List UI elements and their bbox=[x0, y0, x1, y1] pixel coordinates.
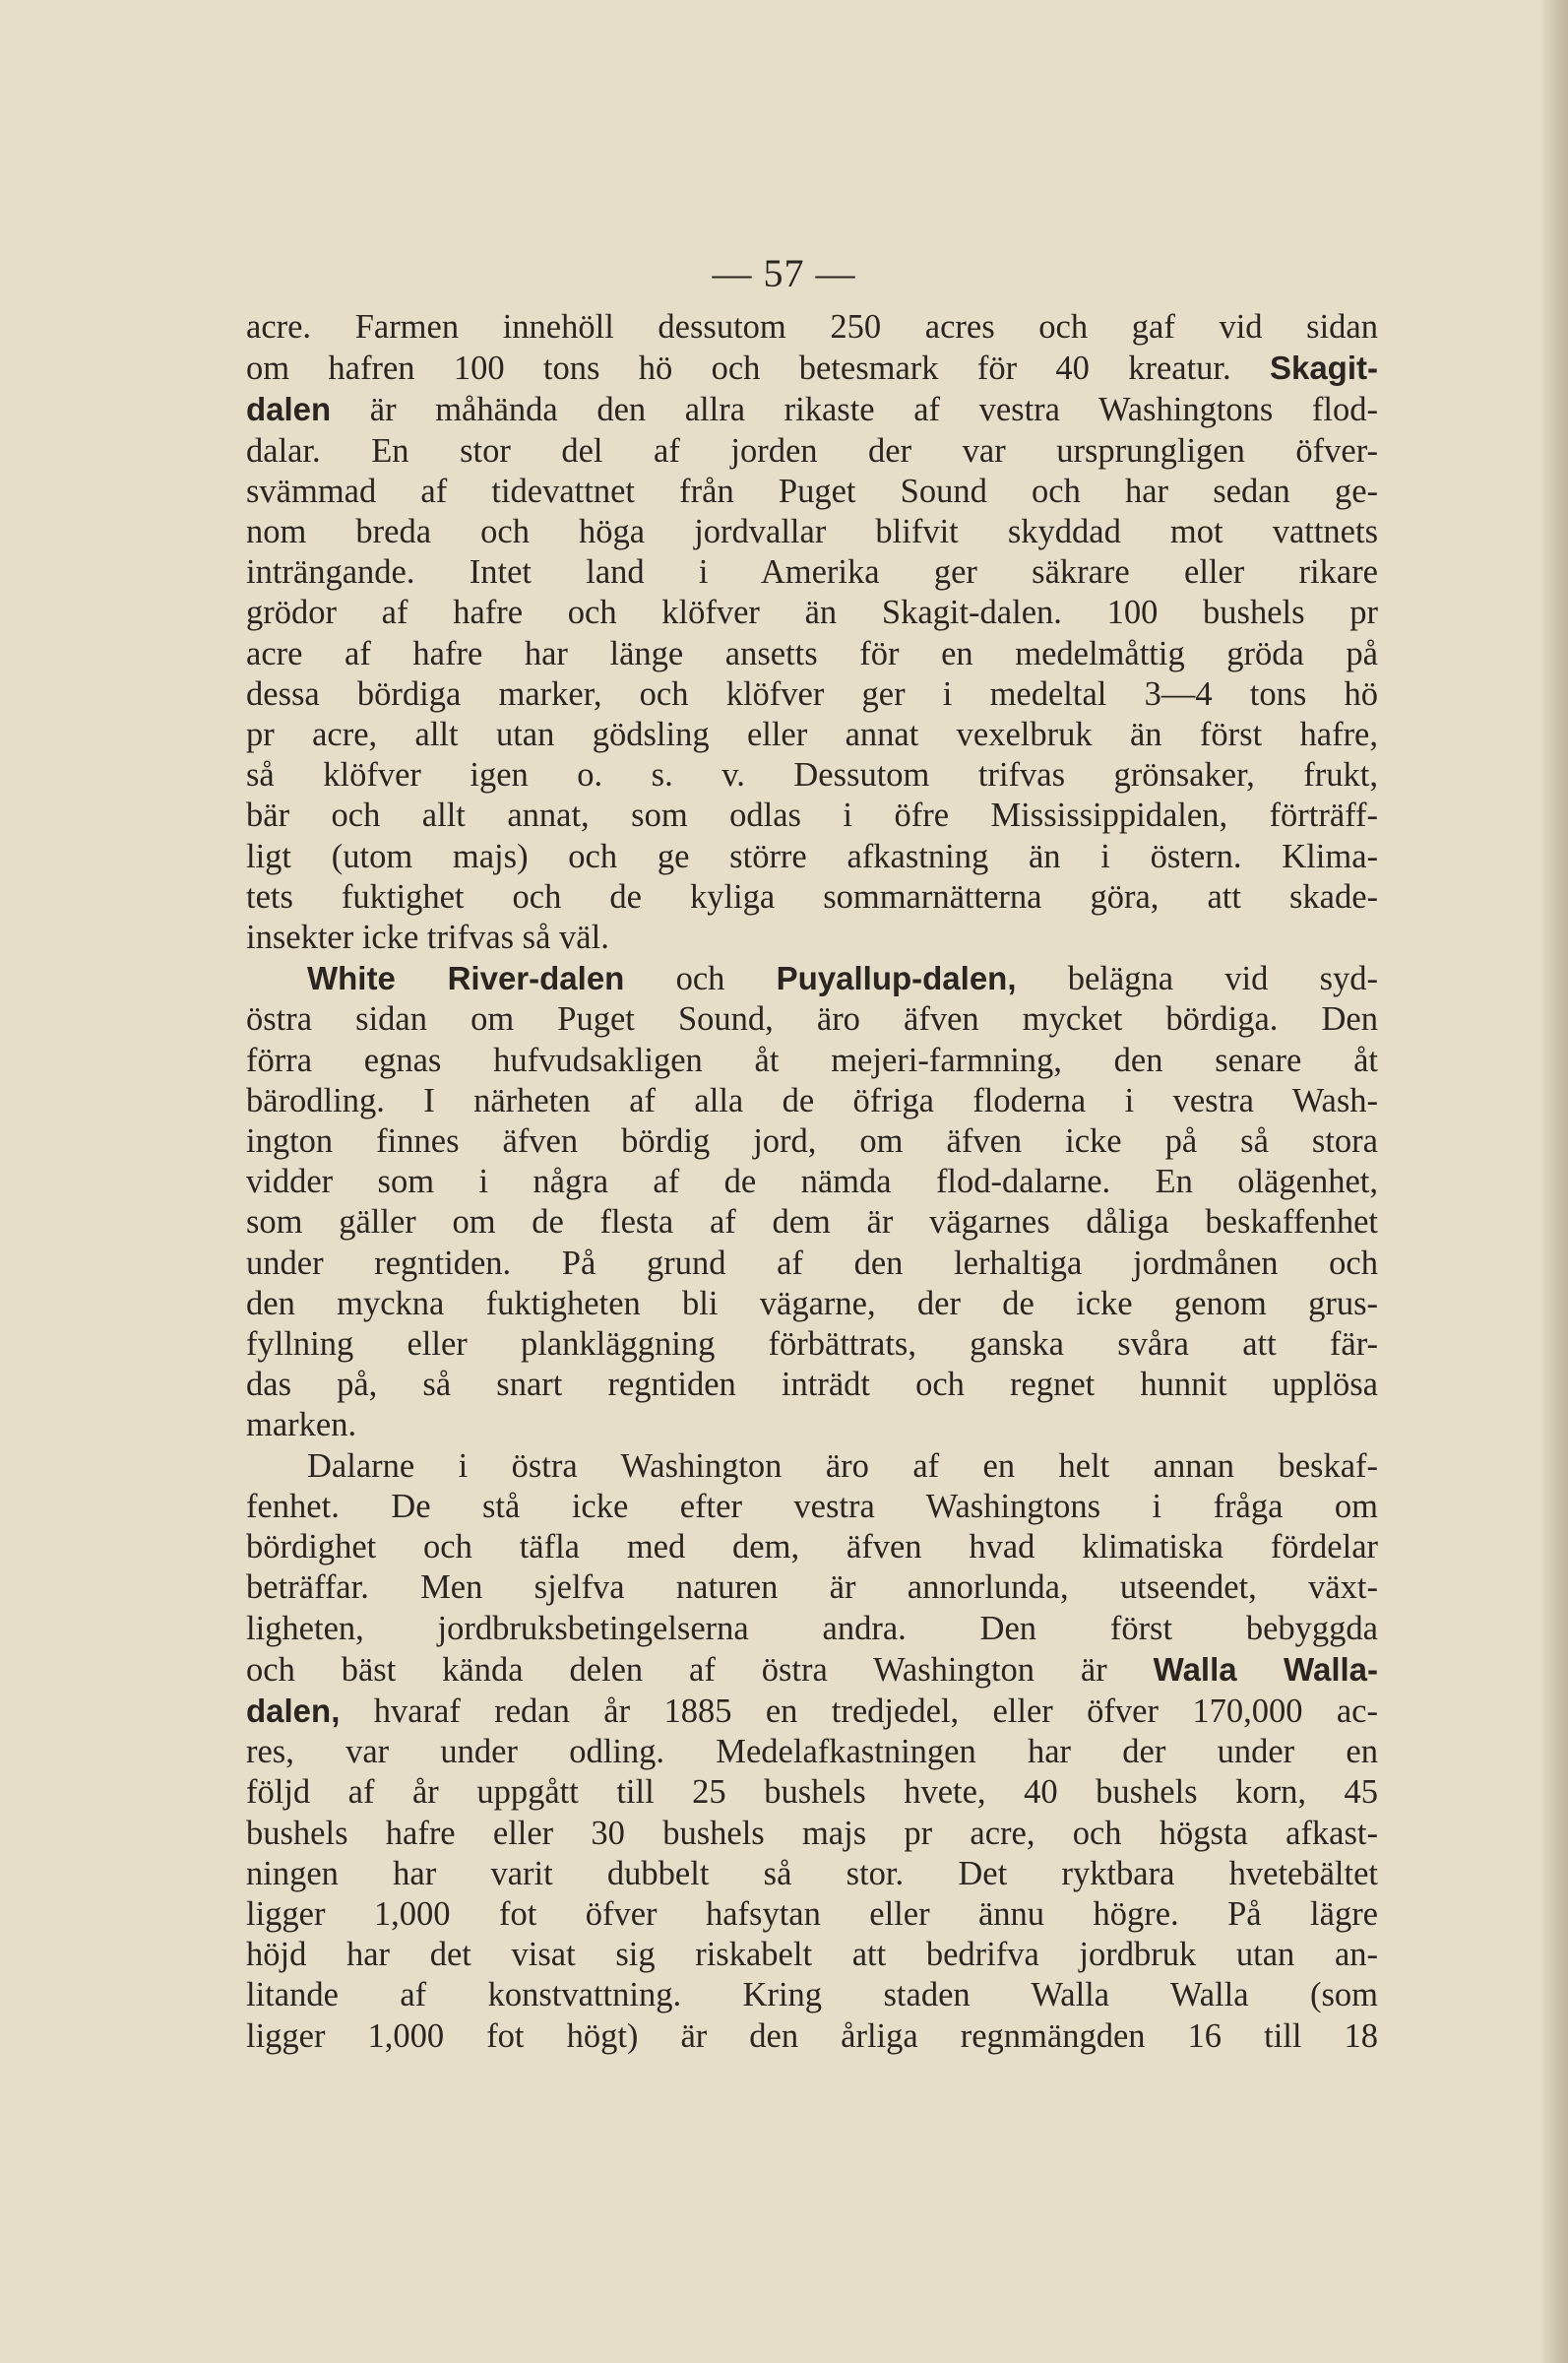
text-line: ligheten, jordbruksbetingelserna andra. Den först bebyggda bbox=[246, 1609, 1378, 1647]
text-line: fenhet. De stå icke efter vestra Washingtons i fråga om bbox=[246, 1487, 1378, 1525]
text-line: ligt (utom majs) och ge större afkastning än i östern. Klima- bbox=[246, 837, 1378, 875]
text-line: under regntiden. På grund af den lerhaltiga jordmånen och bbox=[246, 1244, 1378, 1282]
text-line: vidder som i några af de nämda flod-dalarne. En olägenhet, bbox=[246, 1163, 1378, 1201]
text-line: dalar. En stor del af jorden der var ursprungligen öfver- bbox=[246, 431, 1378, 470]
text-line: bördighet och täfla med dem, äfven hvad klimatiska fördelar bbox=[246, 1528, 1378, 1566]
text-line: höjd har det visat sig riskabelt att bedrifva jordbruk utan an- bbox=[246, 1936, 1378, 1974]
text-line: insekter icke trifvas så väl. bbox=[246, 919, 609, 957]
page-number: — 57 — bbox=[712, 251, 856, 295]
text-line: ligger 1,000 fot högt) är den årliga regnmängden 16 till 18 bbox=[246, 2016, 1378, 2055]
text-line: White River-dalen och Puyallup-dalen, belägna vid syd- bbox=[307, 960, 1378, 998]
text-line: tets fuktighet och de kyliga sommarnätterna göra, att skade- bbox=[246, 877, 1378, 916]
page-edge-shadow bbox=[1538, 0, 1568, 2363]
text-line: dessa bördiga marker, och klöfver ger i medeltal 3—4 tons hö bbox=[246, 674, 1378, 713]
text-line: östra sidan om Puget Sound, äro äfven mycket bördiga. Den bbox=[246, 1000, 1378, 1039]
text-line: bushels hafre eller 30 bushels majs pr acre, och högsta afkast- bbox=[246, 1814, 1378, 1852]
text-line: ligger 1,000 fot öfver hafsytan eller ännu högre. På lägre bbox=[246, 1894, 1378, 1933]
text-line: dalen, hvaraf redan år 1885 en tredjedel, eller öfver 170,000 ac- bbox=[246, 1692, 1378, 1730]
text-line: bär och allt annat, som odlas i öfre Mississippidalen, förträff- bbox=[246, 797, 1378, 835]
bold-term: White River-dalen bbox=[307, 960, 625, 997]
text-line: litande af konstvattning. Kring staden Walla Walla (som bbox=[246, 1976, 1378, 2014]
bold-term: Skagit- bbox=[1269, 350, 1378, 387]
text-line: fyllning eller plankläggning förbättrats, ganska svåra att fär- bbox=[246, 1325, 1378, 1364]
text-line: svämmad af tidevattnet från Puget Sound och har sedan ge- bbox=[246, 472, 1378, 510]
text-line: pr acre, allt utan gödsling eller annat vexelbruk än först hafre, bbox=[246, 716, 1378, 754]
bold-term: dalen, bbox=[246, 1692, 341, 1729]
text-line: acre. Farmen innehöll dessutom 250 acres och gaf vid sidan bbox=[246, 308, 1378, 346]
text-line: marken. bbox=[246, 1406, 357, 1444]
text-line: acre af hafre har länge ansetts för en medelmåttig gröda på bbox=[246, 634, 1378, 672]
text-line: så klöfver igen o. s. v. Dessutom trifvas grönsaker, frukt, bbox=[246, 756, 1378, 795]
text-line: dalen är måhända den allra rikaste af vestra Washingtons flod- bbox=[246, 391, 1378, 429]
body-text bbox=[246, 307, 1378, 2057]
bold-term: Walla Walla- bbox=[1153, 1650, 1378, 1688]
text-line: den myckna fuktigheten bli vägarne, der de icke genom grus- bbox=[246, 1284, 1378, 1322]
text-line: beträffar. Men sjelfva naturen är annorlunda, utseendet, växt- bbox=[246, 1568, 1378, 1607]
text-line: inträngande. Intet land i Amerika ger säkrare eller rikare bbox=[246, 553, 1378, 592]
text-line: som gäller om de flesta af dem är vägarnes dåliga beskaffenhet bbox=[246, 1203, 1378, 1242]
text-line: följd af år uppgått till 25 bushels hvete, 40 bushels korn, 45 bbox=[246, 1773, 1378, 1812]
text-line: förra egnas hufvudsakligen åt mejeri-farmning, den senare åt bbox=[246, 1041, 1378, 1079]
text-line: Dalarne i östra Washington äro af en helt annan beskaf- bbox=[307, 1446, 1378, 1485]
bold-term: Puyallup-dalen, bbox=[776, 960, 1017, 997]
text-line: grödor af hafre och klöfver än Skagit-dalen. 100 bushels pr bbox=[246, 594, 1378, 632]
text-line: res, var under odling. Medelafkastningen har der under en bbox=[246, 1733, 1378, 1771]
text-line: bärodling. I närheten af alla de öfriga floderna i vestra Wash- bbox=[246, 1081, 1378, 1119]
text-line: och bäst kända delen af östra Washington är Walla Walla- bbox=[246, 1650, 1378, 1689]
bold-term: dalen bbox=[246, 391, 332, 428]
text-line: nom breda och höga jordvallar blifvit skyddad mot vattnets bbox=[246, 513, 1378, 551]
text-line: ington finnes äfven bördig jord, om äfven icke på så stora bbox=[246, 1122, 1378, 1161]
text-line: ningen har varit dubbelt så stor. Det ryktbara hvetebältet bbox=[246, 1854, 1378, 1892]
text-line: das på, så snart regntiden inträdt och regnet hunnit upplösa bbox=[246, 1366, 1378, 1404]
text-line: om hafren 100 tons hö och betesmark för 40 kreatur. Skagit- bbox=[246, 350, 1378, 388]
